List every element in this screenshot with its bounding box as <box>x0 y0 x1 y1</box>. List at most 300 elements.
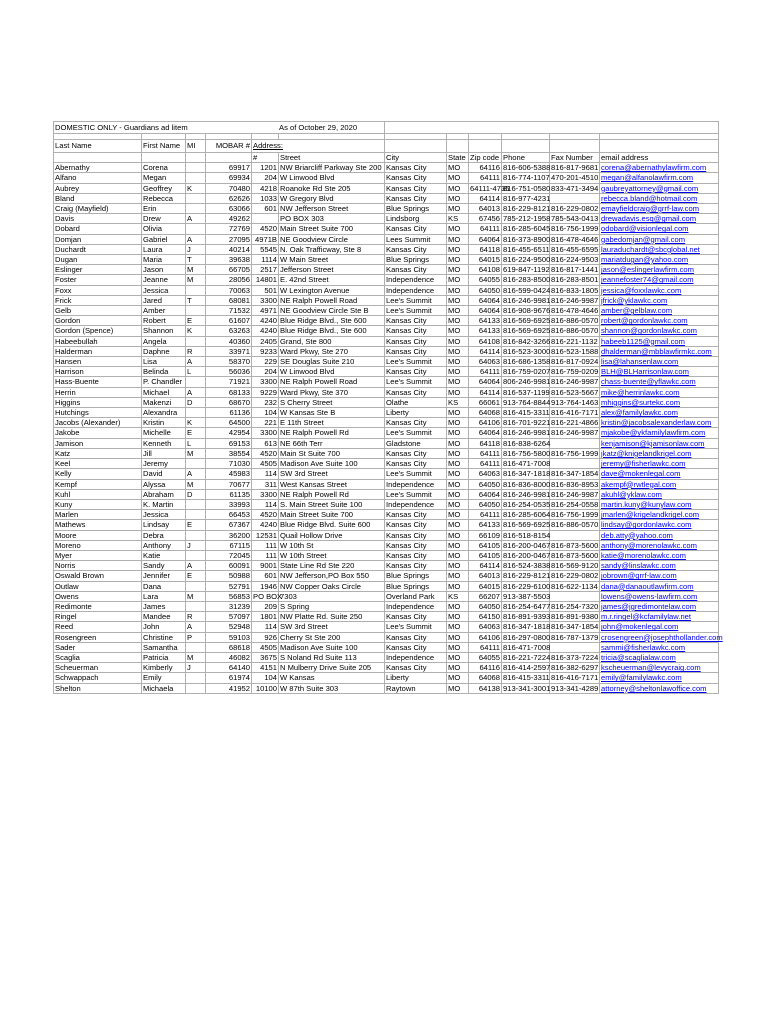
street-number-cell: 4520 <box>252 448 279 458</box>
phone-cell: 816-455-6511 <box>503 244 550 254</box>
city-cell: Kansas City <box>385 632 447 642</box>
mi-cell: M <box>186 652 206 662</box>
phone-cell: 816-523-3000 <box>503 346 551 356</box>
fax-cell: 816-886-0570 <box>551 520 599 530</box>
email-cell[interactable]: mjakobe@ykfamilylawfirm.com <box>600 428 719 438</box>
fax-cell: 816-478-4646 <box>551 306 599 316</box>
table-row <box>54 530 719 540</box>
zip-cell: 64111-4735 <box>470 183 510 193</box>
mi-cell <box>186 601 206 611</box>
zip-cell: 64055 <box>469 275 502 285</box>
last-name-cell: Dugan <box>54 255 142 265</box>
mi-cell <box>186 193 206 203</box>
phone-cell: 816-285-6064 <box>503 510 551 520</box>
fax-cell <box>550 193 600 203</box>
city-cell: Lee's Summit <box>385 469 447 479</box>
mi-cell <box>186 285 206 295</box>
mobar-cell: 33993 <box>206 499 252 509</box>
mi-cell: T <box>186 255 206 265</box>
street-cell: S Cherry Street <box>279 397 385 407</box>
header-zip: Zip code <box>469 153 502 163</box>
last-name-cell: Foster <box>54 275 142 285</box>
last-name-cell: Outlaw <box>54 581 142 591</box>
phone-cell: 816-751-0580 <box>503 183 551 193</box>
fax-cell: 470-201-4510 <box>551 173 599 183</box>
street-number-cell: 209 <box>252 601 279 611</box>
fax-cell: 816-221-4866 <box>551 418 599 428</box>
mobar-cell: 61136 <box>206 408 252 418</box>
state-cell: MO <box>447 295 469 305</box>
mi-cell: J <box>186 540 206 550</box>
mobar-cell: 38554 <box>206 448 252 458</box>
street-number-cell: 3300 <box>252 377 279 387</box>
fax-cell: 816-347-1854 <box>551 622 599 632</box>
phone-cell: 816-569-6925 <box>503 326 551 336</box>
email-cell[interactable]: tricia@scaglialaw.com <box>600 652 719 662</box>
fax-cell: 816-836-8953 <box>551 479 599 489</box>
email-cell[interactable]: akempf@rwtlegal.com <box>600 479 719 489</box>
street-number-cell: 9233 <box>252 346 279 356</box>
mobar-cell: 39638 <box>206 255 252 265</box>
street-cell: Blue Ridge Blvd., Ste 600 <box>279 326 385 336</box>
first-name-cell: Jessica <box>142 285 186 295</box>
zip-cell: 64133 <box>469 316 502 326</box>
mi-cell <box>186 530 206 540</box>
first-name-cell: Laura <box>142 244 186 254</box>
state-cell: MO <box>447 520 469 530</box>
email-cell[interactable]: robert@gordonlawkc.com <box>600 316 719 326</box>
city-cell: Kansas City <box>385 224 447 234</box>
state-cell: MO <box>447 510 469 520</box>
email-cell[interactable]: corena@abernathylawfirm.com <box>600 163 719 173</box>
first-name-cell: Emily <box>142 673 186 683</box>
phone-cell: 816-229-8121 <box>503 204 551 214</box>
email-cell[interactable]: mike@herrinlawkc.com <box>600 387 719 397</box>
table-row <box>54 612 719 622</box>
mobar-cell: 27095 <box>206 234 252 244</box>
mobar-cell: 42954 <box>206 428 252 438</box>
street-number-cell: 204 <box>252 173 279 183</box>
zip-cell: 64116 <box>469 663 502 673</box>
table-row <box>54 204 719 214</box>
mi-cell: K <box>186 418 206 428</box>
phone-cell: 816-977-4231 <box>503 193 551 203</box>
state-cell: MO <box>447 183 469 193</box>
state-cell: MO <box>447 632 469 642</box>
table-row <box>54 234 719 244</box>
email-cell[interactable]: attorney@sheltonlawoffice.com <box>600 683 719 693</box>
last-name-cell: Kuny <box>54 499 142 509</box>
table-row <box>54 459 719 469</box>
mi-cell <box>186 163 206 173</box>
state-cell: MO <box>447 683 469 693</box>
street-cell: NE Goodview Circle Ste B <box>279 306 385 316</box>
email-cell[interactable]: crosengreen@josephthollander.com <box>601 632 723 642</box>
street-number-cell: 3300 <box>252 295 279 305</box>
email-cell[interactable]: jfrick@yklawkc.com <box>600 295 719 305</box>
email-cell[interactable]: amber@gelblaw.com <box>600 306 719 316</box>
email-cell[interactable]: jobrown@grrf-law.com <box>600 571 719 581</box>
email-cell[interactable]: drewadavis.esq@gmail.com <box>600 214 719 224</box>
last-name-cell: Gelb <box>54 306 142 316</box>
mi-cell <box>186 336 206 346</box>
street-number-cell: 12531 <box>252 530 279 540</box>
phone-cell: 816-347-1818 <box>503 469 551 479</box>
fax-cell: 816-254-7320 <box>551 601 599 611</box>
last-name-cell: Jakobe <box>54 428 142 438</box>
email-cell[interactable]: jessica@foxxlawkc.com <box>600 285 719 295</box>
street-cell: NW Jefferson,PO Box 550 <box>279 571 385 581</box>
fax-cell: 816-622-1134 <box>551 581 598 591</box>
state-cell: MO <box>447 285 469 295</box>
first-name-cell: Debra <box>142 530 186 540</box>
street-cell: Blue Ridge Blvd., Ste 600 <box>279 316 385 326</box>
fax-cell: 816-246-9987 <box>551 428 599 438</box>
mi-cell <box>186 499 206 509</box>
street-cell: W Gregory Blvd <box>279 193 385 203</box>
phone-cell: 816-686-1358 <box>503 357 551 367</box>
street-cell: E 11th Street <box>279 418 385 428</box>
fax-cell: 913-341-4289 <box>551 683 599 693</box>
city-cell: Kansas City <box>385 520 447 530</box>
street-number-cell: 111 <box>252 550 279 560</box>
city-cell: Lee's Summit <box>385 357 447 367</box>
phone-cell: 816-471-7008 <box>503 642 551 652</box>
first-name-cell: Alyssa <box>142 479 186 489</box>
fax-cell: 816-246-9987 <box>551 295 599 305</box>
mobar-cell: 63066 <box>206 204 252 214</box>
state-cell: MO <box>447 540 469 550</box>
city-cell: Blue Springs <box>385 255 447 265</box>
mi-cell <box>186 459 206 469</box>
mobar-cell: 28056 <box>206 275 252 285</box>
email-cell[interactable]: deb.atty@yahoo.com <box>600 530 719 540</box>
first-name-cell: Erin <box>142 204 186 214</box>
phone-cell: 816-221-7224 <box>503 652 551 662</box>
first-name-cell: Kenneth <box>142 438 186 448</box>
email-cell[interactable]: martin.kuny@kunylaw.com <box>600 499 719 509</box>
street-number-cell: 3300 <box>252 489 279 499</box>
phone-cell: 816-838-6264 <box>503 438 551 448</box>
last-name-cell: Dobard <box>54 224 142 234</box>
table-row <box>54 581 719 591</box>
zip-cell: 64111 <box>469 224 502 234</box>
zip-cell: 64068 <box>469 408 502 418</box>
table-row <box>54 673 719 683</box>
mobar-cell: 40360 <box>206 336 252 346</box>
last-name-cell: Halderman <box>54 346 142 356</box>
zip-cell: 64063 <box>469 622 502 632</box>
email-cell[interactable]: john@mokenlegal.com <box>600 622 719 632</box>
fax-cell: 785-543-0413 <box>551 214 599 224</box>
email-cell[interactable]: lisa@lahansenlaw.com <box>600 357 719 367</box>
zip-cell: 64111 <box>469 173 502 183</box>
mobar-cell: 70063 <box>206 285 252 295</box>
last-name-cell: Shelton <box>54 683 142 693</box>
zip-cell: 64050 <box>469 601 502 611</box>
mi-cell <box>186 204 206 214</box>
email-cell[interactable]: m.r.ringel@kcfamilylaw.net <box>600 612 719 622</box>
email-cell[interactable]: lowens@owens-lawfirm.com <box>600 591 719 601</box>
state-cell: MO <box>447 663 469 673</box>
zip-cell: 64108 <box>469 336 502 346</box>
email-cell[interactable]: james@jgredimontelaw.com <box>600 601 719 611</box>
street-number-cell: 10100 <box>252 683 279 693</box>
street-cell: Grand, Ste 800 <box>279 336 385 346</box>
street-number-cell: 3300 <box>252 428 279 438</box>
state-cell: KS <box>447 214 469 224</box>
email-cell[interactable]: akuhl@yklaw.com <box>600 489 719 499</box>
header-phone: Phone <box>502 153 550 163</box>
zip-cell: 64013 <box>469 204 502 214</box>
first-name-cell: Lindsay <box>142 520 186 530</box>
mi-cell: T <box>186 295 206 305</box>
email-cell[interactable]: gabedomjan@gmail.com <box>600 234 719 244</box>
email-cell[interactable]: sandy@linslawkc.com <box>600 561 719 571</box>
state-cell: MO <box>447 561 469 571</box>
email-cell[interactable]: katie@morenolawkc.com <box>600 550 719 560</box>
email-cell[interactable]: emily@familylawkc.com <box>600 673 719 683</box>
table-row <box>54 642 719 652</box>
street-cell: NE Ralph Powell Road <box>279 377 385 387</box>
zip-cell: 64050 <box>469 499 502 509</box>
mi-cell <box>186 306 206 316</box>
mobar-cell: 52791 <box>206 581 252 591</box>
email-cell[interactable]: lindsay@gordonlawkc.com <box>600 520 719 530</box>
first-name-cell: Geoffrey <box>142 183 186 193</box>
mobar-cell: 67367 <box>206 520 252 530</box>
first-name-cell: John <box>142 622 186 632</box>
street-cell: Main St Suite 700 <box>279 448 385 458</box>
state-cell: MO <box>447 367 469 377</box>
email-cell[interactable]: alex@familylawkc.com <box>600 408 719 418</box>
zip-cell: 64106 <box>469 418 502 428</box>
fax-cell: 816-817-0924 <box>551 357 599 367</box>
mobar-cell: 68618 <box>206 642 252 652</box>
first-name-cell: Jennifer <box>142 571 186 581</box>
first-name-cell: Alexandra <box>142 408 186 418</box>
email-cell[interactable]: chass-buente@yflawkc.com <box>600 377 719 387</box>
email-cell[interactable]: sammi@fisherlawkc.com <box>600 642 719 652</box>
street-cell: NE 66th Terr <box>279 438 385 448</box>
city-cell: Kansas City <box>385 663 447 673</box>
email-cell[interactable]: mariatdugan@yahoo.com <box>600 255 719 265</box>
mi-cell: A <box>186 357 206 367</box>
as-of-date: As of October 29, 2020 <box>279 122 613 134</box>
street-number-cell: 2517 <box>252 265 279 275</box>
table-row <box>54 224 719 234</box>
last-name-cell: Katz <box>54 448 142 458</box>
city-cell: Kansas City <box>385 561 447 571</box>
street-cell: NW Platte Rd. Suite 250 <box>279 612 385 622</box>
table-row <box>54 183 719 193</box>
state-cell: MO <box>447 224 469 234</box>
email-cell[interactable]: jeremy@fisherlawkc.com <box>600 459 719 469</box>
email-cell[interactable]: anthony@morenolawkc.com <box>600 540 719 550</box>
phone-cell: 816-415-3311 <box>503 673 550 683</box>
email-cell[interactable]: rebecca.bland@hotmail.com <box>600 193 719 203</box>
city-cell: Lee's Summit <box>385 295 447 305</box>
state-cell: KS <box>447 591 469 601</box>
state-cell: MO <box>447 601 469 611</box>
last-name-cell: Reed <box>54 622 142 632</box>
email-cell[interactable]: mhiggins@surtekc.com <box>600 397 719 407</box>
email-cell[interactable]: dhalderman@mbblawfirmkc.com <box>600 346 719 356</box>
table-row <box>54 510 719 520</box>
state-cell: MO <box>447 357 469 367</box>
first-name-cell: Jessica <box>142 510 186 520</box>
email-cell[interactable]: jeannefoster74@gmail.com <box>600 275 719 285</box>
fax-cell: 816-886-0570 <box>551 316 599 326</box>
email-cell[interactable]: dave@mokenlegal.com <box>600 469 719 479</box>
email-cell[interactable]: jkatz@knigelandkrigel.com <box>600 448 719 458</box>
street-number-cell: 221 <box>252 418 279 428</box>
mi-cell: M <box>186 591 206 601</box>
street-cell: SW 3rd Street <box>279 469 385 479</box>
mi-cell <box>186 673 206 683</box>
last-name-cell: Habeebullah <box>54 336 142 346</box>
last-name-cell: Herrin <box>54 387 142 397</box>
last-name-cell: Foxx <box>54 285 142 295</box>
phone-cell: 816-347-1818 <box>503 622 551 632</box>
street-number-cell: 1114 <box>252 255 279 265</box>
mobar-cell: 40214 <box>206 244 252 254</box>
street-number-cell: 4505 <box>252 459 279 469</box>
city-cell: Kansas City <box>385 193 447 203</box>
street-number-cell: 4151 <box>252 663 279 673</box>
zip-cell: 64015 <box>469 255 502 265</box>
mi-cell <box>186 173 206 183</box>
last-name-cell: Moreno <box>54 540 142 550</box>
state-cell: MO <box>447 673 469 683</box>
street-number-cell: 114 <box>252 499 279 509</box>
city-cell: Kansas City <box>385 326 447 336</box>
mobar-cell: 72045 <box>206 550 252 560</box>
state-cell: MO <box>447 377 469 387</box>
phone-cell: 785-212-1958 <box>503 214 551 224</box>
email-cell[interactable]: shannon@gordonlawkc.com <box>600 326 719 336</box>
phone-cell: 816-415-3311 <box>503 408 550 418</box>
street-number-cell: 926 <box>252 632 279 642</box>
state-cell: MO <box>447 336 469 346</box>
email-cell[interactable]: kristin@jacobsalexanderlaw.com <box>600 418 719 428</box>
street-number-cell: 229 <box>252 357 279 367</box>
state-cell: MO <box>447 418 469 428</box>
last-name-cell: Kuhl <box>54 489 142 499</box>
table-row <box>54 438 719 448</box>
mi-cell: D <box>186 397 206 407</box>
street-number-cell: 4520 <box>252 510 279 520</box>
street-number-cell: 4240 <box>252 520 279 530</box>
phone-cell: 816-701-9221 <box>503 418 551 428</box>
mobar-cell: 69153 <box>206 438 252 448</box>
city-cell: Blue Springs <box>385 581 447 591</box>
zip-cell: 64064 <box>469 428 502 438</box>
email-cell[interactable]: dana@danaoutlawfirm.com <box>600 581 719 591</box>
email-cell[interactable]: lauraduchardt@sbcglobal.net <box>600 244 719 254</box>
street-cell: W Lexington Avenue <box>279 285 385 295</box>
first-name-cell: Samantha <box>142 642 186 652</box>
last-name-cell: Schwappach <box>54 673 142 683</box>
mobar-cell: 59103 <box>206 632 252 642</box>
header-city: City <box>385 153 447 163</box>
mobar-cell: 31239 <box>206 601 252 611</box>
first-name-cell: Lisa <box>142 357 186 367</box>
city-cell: Lee's Summit <box>385 622 447 632</box>
mobar-cell: 41952 <box>206 683 252 693</box>
state-cell: MO <box>447 275 469 285</box>
street-cell: Quail Hollow Drive <box>279 530 385 540</box>
header-first-name: First Name <box>142 140 186 153</box>
street-cell: NW Jefferson Street <box>279 204 385 214</box>
first-name-cell: Jeanne <box>142 275 186 285</box>
table-row <box>54 295 719 305</box>
email-cell[interactable]: gaubreyattorney@gmail.com <box>600 183 719 193</box>
first-name-cell: David <box>142 469 186 479</box>
last-name-cell: Scaglia <box>54 652 142 662</box>
mobar-cell: 71030 <box>206 459 252 469</box>
fax-cell: 816-759-0209 <box>551 367 599 377</box>
last-name-cell: Kelly <box>54 469 142 479</box>
email-cell[interactable]: kscheuerman@levycraig.com <box>600 663 719 673</box>
last-name-cell: Gordon (Spence) <box>54 326 142 336</box>
phone-cell: 913-764-8844 <box>503 397 551 407</box>
mi-cell: K <box>186 183 206 193</box>
table-row <box>54 367 719 377</box>
email-cell[interactable]: jmarlen@krigelandkrigel.com <box>600 510 719 520</box>
street-cell: S. Main Street Suite 100 <box>279 499 385 509</box>
street-cell: W Kansas <box>279 673 385 683</box>
phone-cell: 816-246-9981 <box>503 295 551 305</box>
last-name-cell: Davis <box>54 214 142 224</box>
state-cell: MO <box>447 255 469 265</box>
street-number-cell: 4240 <box>252 326 279 336</box>
mi-cell: M <box>186 448 206 458</box>
last-name-cell: Eslinger <box>54 265 142 275</box>
street-cell: S Spring <box>279 601 385 611</box>
last-name-cell: Alfano <box>54 173 142 183</box>
mobar-cell: 36200 <box>206 530 252 540</box>
city-cell: Kansas City <box>385 183 447 193</box>
zip-cell: 64133 <box>469 520 502 530</box>
fax-cell <box>550 591 600 601</box>
fax-cell: 833-471-3494 <box>551 183 599 193</box>
mobar-cell: 69934 <box>206 173 252 183</box>
first-name-cell: Kimberly <box>142 663 186 673</box>
email-cell[interactable]: habeeb1125@gmail.com <box>600 336 719 346</box>
phone-cell: 816-606-5388 <box>503 163 551 173</box>
fax-cell: 816-229-0802 <box>551 204 599 214</box>
table-row <box>54 316 719 326</box>
first-name-cell: Lara <box>142 591 186 601</box>
phone-cell: 816-836-8000 <box>503 479 551 489</box>
email-cell[interactable]: megan@alfanolawfirm.com <box>600 173 719 183</box>
email-cell[interactable]: kenjamison@kjamisonlaw.com <box>600 438 719 448</box>
street-number-cell: 104 <box>252 673 279 683</box>
phone-cell: 816-569-6925 <box>503 520 551 530</box>
email-cell[interactable]: odobard@visionlegal.com <box>600 224 719 234</box>
email-cell[interactable]: BLH@BLHarrisonlaw.com <box>600 367 719 377</box>
zip-cell: 64111 <box>469 459 502 469</box>
city-cell: Kansas City <box>385 173 447 183</box>
table-row <box>54 357 719 367</box>
email-cell[interactable]: emayfieldcraig@grrf-law.com <box>600 204 719 214</box>
street-cell: NW Copper Oaks Circle <box>279 581 385 591</box>
table-row <box>54 275 719 285</box>
fax-cell: 816-873-5600 <box>551 550 599 560</box>
mi-cell: L <box>186 438 206 448</box>
email-cell[interactable]: jason@eslingerlawfirm.com <box>600 265 719 275</box>
